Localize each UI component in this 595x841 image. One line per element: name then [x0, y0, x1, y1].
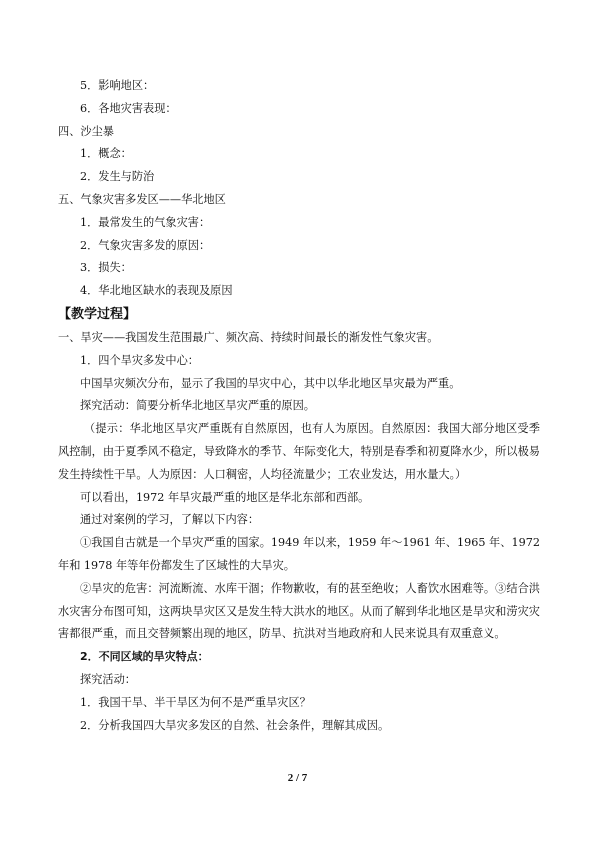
paragraph: ①我国自古就是一个旱灾严重的国家。1949 年以来，1959 年～1961 年、1965 年、1972 年和 1978 年等年份都发生了区域性的大旱灾。 — [58, 536, 540, 572]
paragraph: 探究活动： — [80, 672, 136, 686]
page-content — [58, 75, 540, 737]
paragraph: ②旱灾的危害：河流断流、水库干涸；作物歉收，有的甚至绝收；人畜饮水困难等。③结合洪水灾害分布图可知，这两块旱灾区又是发生特大洪水的地区。从而了解到华北地区是旱灾和涝灾灾害都很严重，而且交替频繁出现的地区，防旱、抗洪对当地政府和人民来说具有双重意义。 — [58, 581, 540, 641]
outline-section: 四、沙尘暴 — [58, 124, 114, 138]
section-heading: 【教学过程】 — [58, 306, 137, 322]
outline-item: 2．气象灾害多发的原因： — [80, 238, 211, 252]
paragraph: 通过对案例的学习，了解以下内容： — [80, 513, 260, 527]
outline-item: 3．损失： — [80, 261, 132, 275]
paragraph: （提示：华北地区旱灾严重既有自然原因，也有人为原因。自然原因：我国大部分地区受季风控制，由于夏季风不稳定，导致降水的季节、年际变化大，特别是春季和初夏降水少，所以极易发生持续性干旱。人为原因：人口稠密，人均径流量少；工农业发达，用水量大。） — [58, 422, 540, 481]
outline-item: 1．最常发生的气象灾害： — [80, 215, 211, 229]
paragraph: 中国旱灾频次分布，显示了我国的旱灾中心，其中以华北地区旱灾最为严重。 — [80, 376, 461, 390]
paragraph: 1．我国干旱、半干旱区为何不是严重旱灾区？ — [80, 695, 311, 709]
outline-item: 4．华北地区缺水的表现及原因 — [80, 284, 233, 298]
paragraph: 1．四个旱灾多发中心： — [80, 353, 199, 367]
outline-section: 五、气象灾害多发区——华北地区 — [58, 192, 226, 206]
subheading: 2．不同区域的旱灾特点： — [80, 650, 209, 664]
paragraph: 一、旱灾——我国发生范围最广、频次高、持续时间最长的渐发性气象灾害。 — [58, 330, 439, 344]
outline-item: 2．发生与防治 — [80, 170, 155, 184]
paragraph: 2．分析我国四大旱灾多发区的自然、社会条件，理解其成因。 — [80, 718, 390, 732]
outline-item: 5．影响地区： — [80, 79, 155, 92]
outline-item: 1．概念： — [80, 147, 132, 161]
outline-item: 6．各地灾害表现： — [80, 101, 177, 115]
page-number: 2 / 7 — [287, 772, 308, 784]
paragraph: 探究活动：简要分析华北地区旱灾严重的原因。 — [80, 399, 315, 413]
paragraph: 可以看出，1972 年旱灾最严重的地区是华北东部和西部。 — [80, 490, 370, 504]
